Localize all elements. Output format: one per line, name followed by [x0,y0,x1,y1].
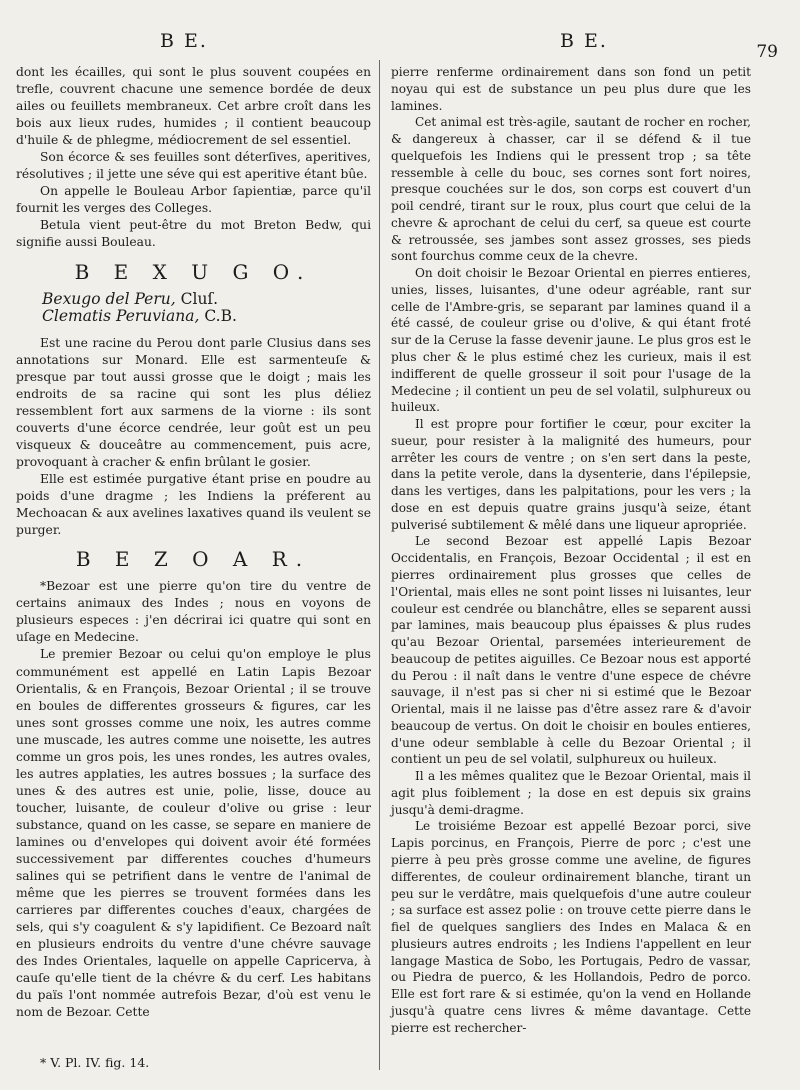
paragraph: Betula vient peut-être du mot Breton Bedw, qui signifie aussi Bouleau. [16,218,371,250]
paragraph: On doit choisir le Bezoar Oriental en pierres entieres, unies, lisses, luisantes, d'une odeur agréable, rant sur celle de l'Ambre-gris, se separant par lamines quand il a été cassé, de couleur grise ou d'olive, & qui étant froté sur de la Ceruse la fasse devenir jaune. Le plus gros est le plus cher & le plus estimé chez les curieux, mais il est indifferent de quelle grosseur il soit pour l'usage de la Medecine ; il contient un peu de sel volatil, sulphureux ou huileux. [391,266,751,415]
paragraph: Est une racine du Perou dont parle Clusius dans ses annotations sur Monard. Elle est sarmenteuſe & presque par tout aussi grosse que le doigt ; mais les endroits de sa racine qui sont les plus déliez ressemblent fort aux sarmens de la viorne : ils sont couverts d'une écorce cendrée, leur goût est un peu visqueux & douceâtre au commencement, puis acre, provoquant à cracher & enfin brûlant le gosier. [16,335,371,469]
paragraph: Il est propre pour fortifier le cœur, pour exciter la sueur, pour resister à la malignité des humeurs, pour arrêter les cours de ventre ; on s'en sert dans la peste, dans la petite verole, dans la dysenterie, dans l'épilepsie, dans les vertiges, dans les palpitations, pour les vers ; la dose en est depuis quatre grains jusqu'à seize, étant pulverisé subtilement & mêlé dans une liqueur apropriée. [391,417,751,532]
paragraph: Il a les mêmes qualitez que le Bezoar Oriental, mais il agit plus foiblement ; la dose en est depuis six grains jusqu'à demi-dragme. [391,769,751,817]
paragraph: dont les écailles, qui sont le plus souvent coupées en trefle, couvrent chacune une semence bordée de deux ailes ou feuillets membraneux. Cet arbre croît dans les bois aux lieux rudes, humides ; il contient beaucoup d'huile & de phlegme, médiocrement de sel essentiel. [16,65,371,148]
paragraph: Le premier Bezoar ou celui qu'on employe le plus communément est appellé en Latin Lapis Bezoar Orientalis, & en François, Bezoar Oriental ; il se trouve en boules de differentes grosseurs & figures, car les unes sont grosses comme une noix, les autres comme une muscade, les autres comme une noisette, les autres comme un gros pois, les unes rondes, les autres ovales, les autres applaties, les autres bossues ; la surface des unes & des autres est unie, polie, lisse, douce au toucher, luisante, de couleur d'olive ou grise : leur substance, quand on les casse, se separe en maniere de lamines ou d'envelopes qui doivent avoir été formées successivement par differentes couches d'humeurs salines qui se petrifient dans le ventre de l'animal de même que les pierres se trouvent formées dans les carrieres par differentes couches d'eaux, chargées de sels, qui s'y coagulent & s'y lapidifient. Ce Bezoard naît en plusieurs endroits du ventre d'une chévre sauvage des Indes Orientales, laquelle on appelle Capricerva, à cauſe qu'elle tient de la chévre & du cerf. Les habitans du païs l'ont nommée autrefois Bezar, d'où est venu le nom de Bezoar. Cette [16,647,371,1020]
paragraph: Elle est estimée purgative étant prise en poudre au poids d'une dragme ; les Indiens la préferent au Mechoacan & aux avelines laxatives quand ils veulent se purger. [16,472,371,538]
section-heading-bexugo: B E X U G O. [74,259,313,284]
plate-footnote: * V. Pl. IV. fig. 14. [40,1055,150,1070]
column-divider [379,60,380,1070]
synonym-name: Clematis Peruviana, [42,306,200,325]
paragraph: *Bezoar est une pierre qu'on tire du ventre de certains animaux des Indes ; nous en voyons de plusieurs especes : j'en décrirai ici quatre qui sont en uſage en Medecine. [16,579,371,645]
section-heading-bezoar: B E Z O A R. [75,547,312,572]
paragraph: Son écorce & ses feuilles sont déterſives, aperitives, résolutives ; il jette une séve qui est aperitive étant bûe. [16,150,371,182]
synonym-line [42,308,371,325]
left-running-head: B E. [160,30,208,52]
page-number: 79 [756,42,778,62]
synonym-author: Cluſ. [180,289,219,308]
right-running-head: B E. [560,30,608,52]
paragraph: Cet animal est très-agile, sautant de rocher en rocher, & dangereux à chasser, car il se défend & il tue quelquefois les Indiens qui le pressent trop ; sa tête ressemble à celle du bouc, ses cornes sont fort noires, presque couchées sur le dos, son corps est couvert d'un poil cendré, tirant sur le roux, plus court que celui de la chevre & aprochant de celui du cerf, sa queue est courte & retroussée, ses jambes sont assez grosses, ses pieds sont fourchus comme ceux de la chevre. [391,115,751,264]
synonym-author: C.B. [204,306,237,325]
synonym-name: Bexugo del Peru, [42,289,176,308]
paragraph: On appelle le Bouleau Arbor ſapientiæ, parce qu'il fournit les verges des Colleges. [16,184,371,216]
synonym-line [42,291,371,308]
paragraph: Le troisiéme Bezoar est appellé Bezoar porci, sive Lapis porcinus, en François, Pierre de porc ; c'est une pierre à peu près grosse comme une aveline, de figures differentes, de couleur ordinairement blanche, tirant un peu sur le verdâtre, mais quelquefois d'une autre couleur ; sa surface est assez polie : on trouve cette pierre dans le fiel de quelques sangliers des Indes en Malaca & en plusieurs autres endroits ; les Indiens l'appellent en leur langage Mastica de Sobo, les Portugais, Pedro de vassar, ou Piedra de puerco, & les Hollandois, Pedro de porco. Elle est fort rare & si estimée, qu'on la vend en Hollande jusqu'à quatre cens livres & même davantage. Cette pierre est rechercher- [391,819,751,1035]
paragraph: pierre renferme ordinairement dans son fond un petit noyau qui est de substance un peu plus dure que les lamines. [391,65,751,113]
paragraph: Le second Bezoar est appellé Lapis Bezoar Occidentalis, en François, Bezoar Occidental ; il est en pierres ordinairement plus grosses que celles de l'Oriental, mais elles ne sont point lisses ni luisantes, leur couleur est cendrée ou blanchâtre, elles se separent aussi par lamines, mais beaucoup plus épaisses & plus rudes qu'au Bezoar Oriental, parsemées interieurement de beaucoup de petites aiguilles. Ce Bezoar nous est apporté du Perou : il naît dans le ventre d'une espece de chévre sauvage, il n'est pas si cher ni si estimé que le Bezoar Oriental, mais il ne laisse pas d'être assez rare & d'avoir beaucoup de vertus. On doit le choisir en boules entieres, d'une odeur semblable à celle du Bezoar Oriental ; il contient un peu de sel volatil, sulphureux ou huileux. [391,534,751,767]
